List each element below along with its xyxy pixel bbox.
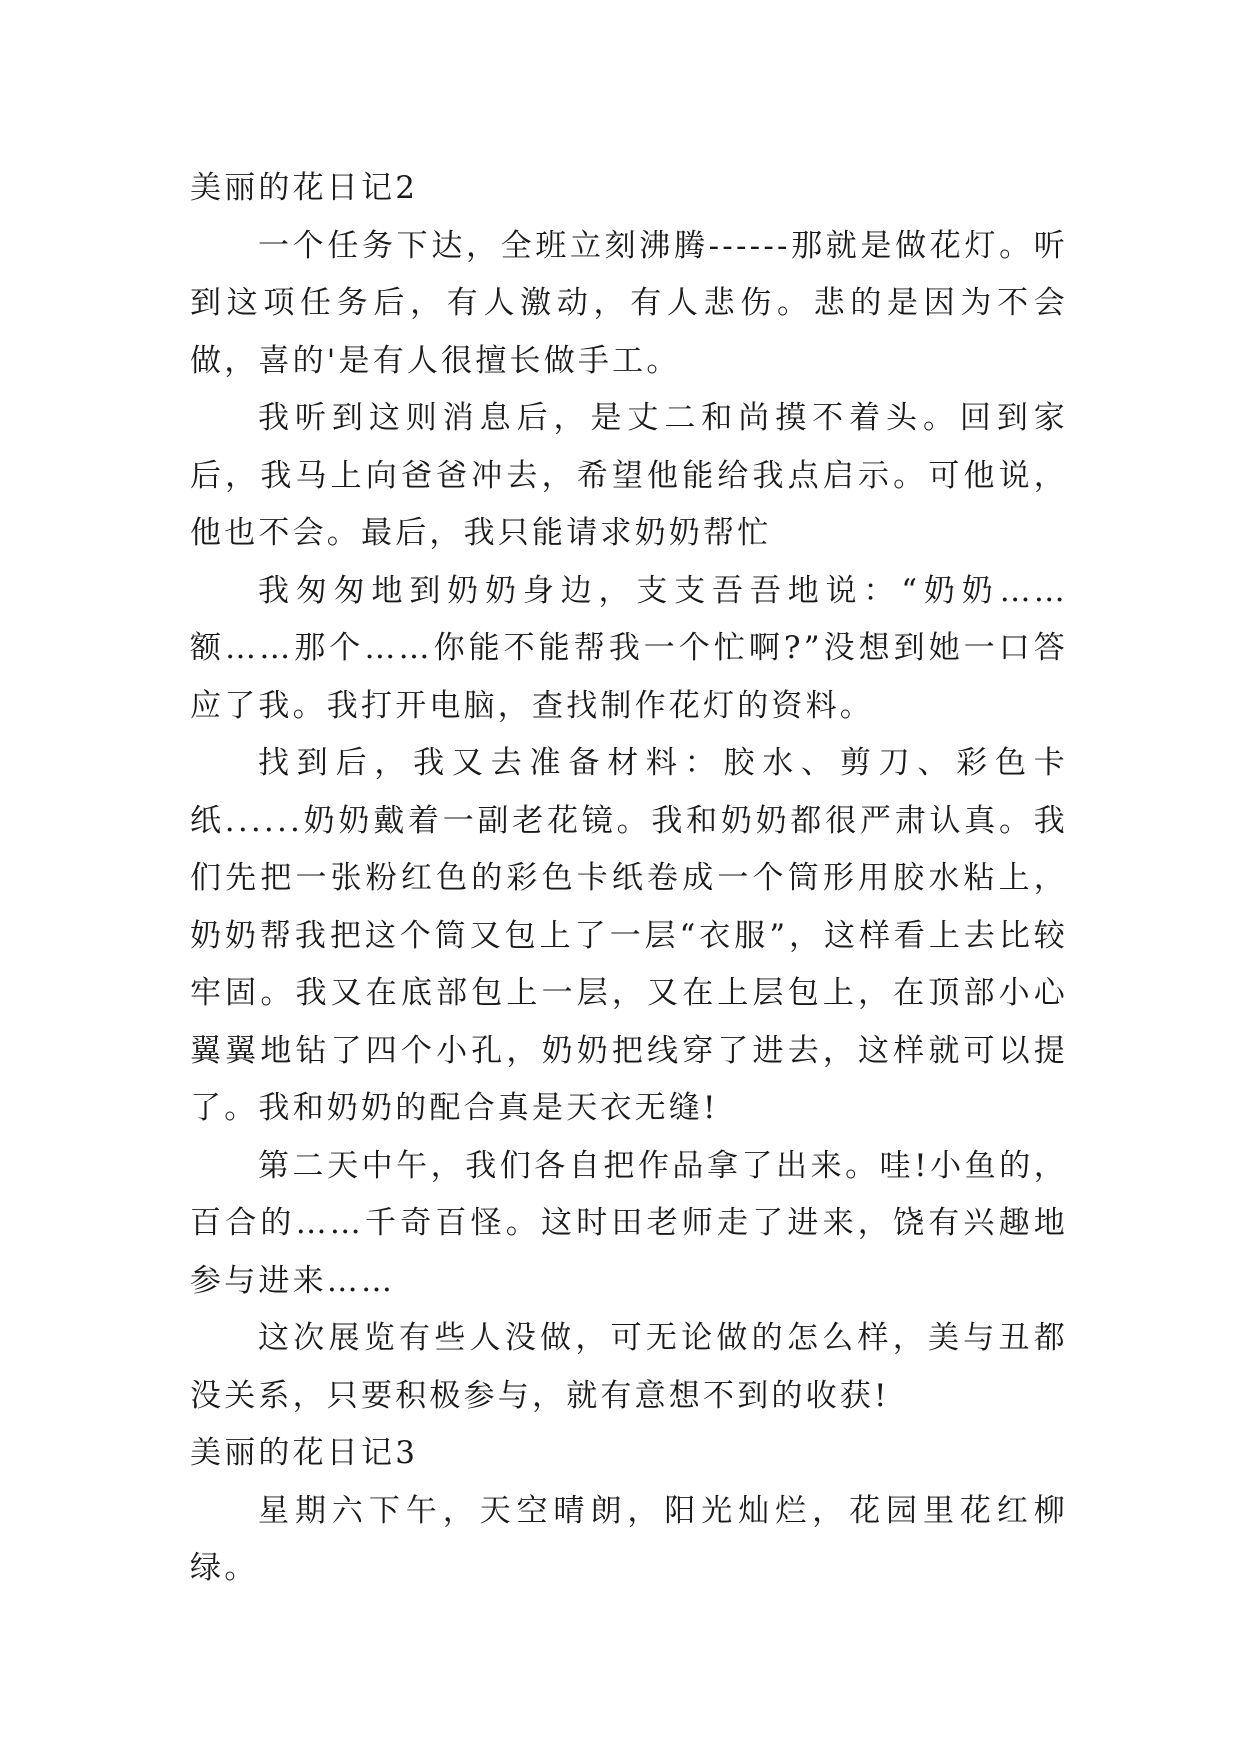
paragraph: 这次展览有些人没做，可无论做的怎么样，美与丑都没关系，只要积极参与，就有意想不到的收获! — [190, 1320, 1068, 1414]
section-title-diary-3: 美丽的花日记3 — [190, 1435, 419, 1471]
paragraph: 星期六下午，天空晴朗，阳光灿烂，花园里花红柳绿。 — [190, 1492, 1068, 1586]
section-title-diary-2: 美丽的花日记2 — [190, 170, 419, 206]
paragraph: 找到后，我又去准备材料：胶水、剪刀、彩色卡纸......奶奶戴着一副老花镜。我和奶奶都很严肃认真。我们先把一张粉红色的彩色卡纸卷成一个筒形用胶水粘上，奶奶帮我把这个筒又包上了一层“衣服”，这样看上去比较牢固。我又在底部包上一层，又在上层包上，在顶部小心翼翼地钻了四个小孔，奶奶把线穿了进去，这样就可以提了。我和奶奶的配合真是天衣无缝! — [190, 745, 1068, 1126]
paragraph: 我匆匆地到奶奶身边，支支吾吾地说：“奶奶……额……那个……你能不能帮我一个忙啊?”没想到她一口答应了我。我打开电脑，查找制作花灯的资料。 — [190, 572, 1068, 724]
document-body — [190, 160, 1068, 1598]
paragraph: 一个任务下达，全班立刻沸腾------那就是做花灯。听到这项任务后，有人激动，有人悲伤。悲的是因为不会做，喜的'是有人很擅长做手工。 — [190, 227, 1068, 379]
paragraph: 我听到这则消息后，是丈二和尚摸不着头。回到家后，我马上向爸爸冲去，希望他能给我点启示。可他说，他也不会。最后，我只能请求奶奶帮忙 — [190, 400, 1068, 551]
paragraph: 第二天中午，我们各自把作品拿了出来。哇!小鱼的，百合的……千奇百怪。这时田老师走了进来，饶有兴趣地参与进来…… — [190, 1147, 1068, 1299]
